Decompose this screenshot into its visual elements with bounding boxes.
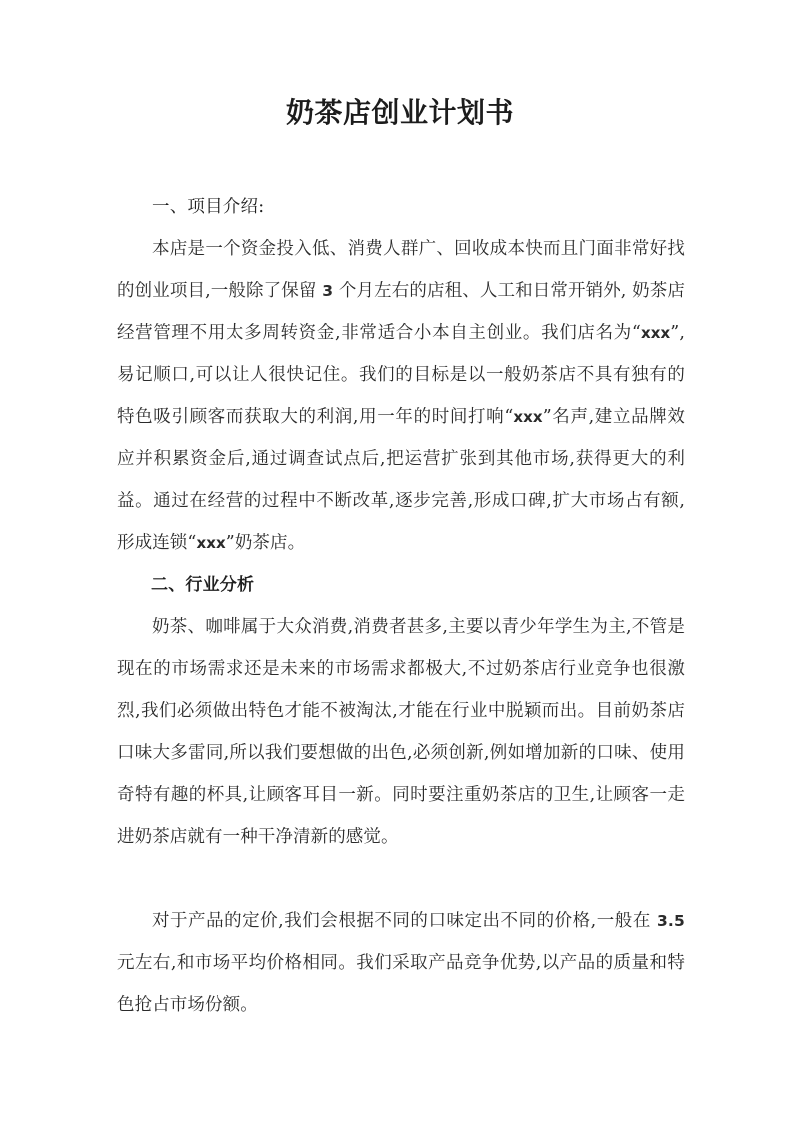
text-run: 元左右,和市场平均价格相同。我们采取产品竞争优势,以产品的质量和特色抢占市场份额。 <box>117 953 685 1015</box>
quote-open: “ <box>187 533 197 553</box>
text-run: 名声,建立品牌效应并积累资金后,通过调查试点后,把运营扩张到其他市场,获得更大的利益。通过在经营的过程中不断改革,逐步完善,形成口碑,扩大市场占有额,形成连锁 <box>117 407 685 553</box>
text-run: 本店是一个资金投入低、消费人群广、回收成本快而且门面非常好找的创业项目,一般除了保留 <box>117 239 685 301</box>
paragraph-2-1: 奶茶、咖啡属于大众消费,消费者甚多,主要以青少年学生为主,不管是现在的市场需求还是未来的市场需求都极大,不过奶茶店行业竞争也很激烈,我们必须做出特色才能不被淘汰,才能在行业中脱颖而出。目前奶茶店口味大多雷同,所以我们要想做的出色,必须创新,例如增加新的口味、使用奇特有趣的杯具,让顾客耳目一新。同时要注重奶茶店的卫生,让顾客一走进奶茶店就有一种干净清新的感觉。 <box>117 617 685 847</box>
text-run: 奶茶店。 <box>234 533 306 553</box>
page-title: 奶茶店创业计划书 <box>285 96 514 129</box>
document-body <box>117 186 685 1026</box>
text-run-placeholder: xxx <box>513 408 543 426</box>
text-run-placeholder: xxx <box>196 534 226 552</box>
text-run: 对于产品的定价,我们会根据不同的口味定出不同的价格,一般在 <box>152 911 657 931</box>
section-heading-2: 二、行业分析 <box>151 575 255 595</box>
paragraph-2-2 <box>117 900 685 1026</box>
paragraph-spacer <box>117 858 685 900</box>
section-heading-1: 一、项目介绍: <box>152 197 265 217</box>
text-run: ,易记顺口,可以让人很快记住。我们的目标是以一般奶茶店不具有独有的特色吸引顾客而获取大的利润,用一年的时间打响 <box>117 323 685 427</box>
paragraph-1-1 <box>117 228 685 564</box>
quote-open: “ <box>631 323 641 343</box>
quote-close: ” <box>542 407 552 427</box>
quote-close: ” <box>225 533 235 553</box>
quote-open: “ <box>504 407 514 427</box>
text-run: 个月左右的店租、人工和日常开销外, 奶茶店经营管理不用太多周转资金,非常适合小本自主创业。我们店名为 <box>117 281 685 343</box>
text-run-number: 3 <box>322 282 334 300</box>
text-run-placeholder: xxx <box>640 324 671 342</box>
quote-close: ” <box>670 323 680 343</box>
text-run-price: 3.5 <box>656 912 685 930</box>
